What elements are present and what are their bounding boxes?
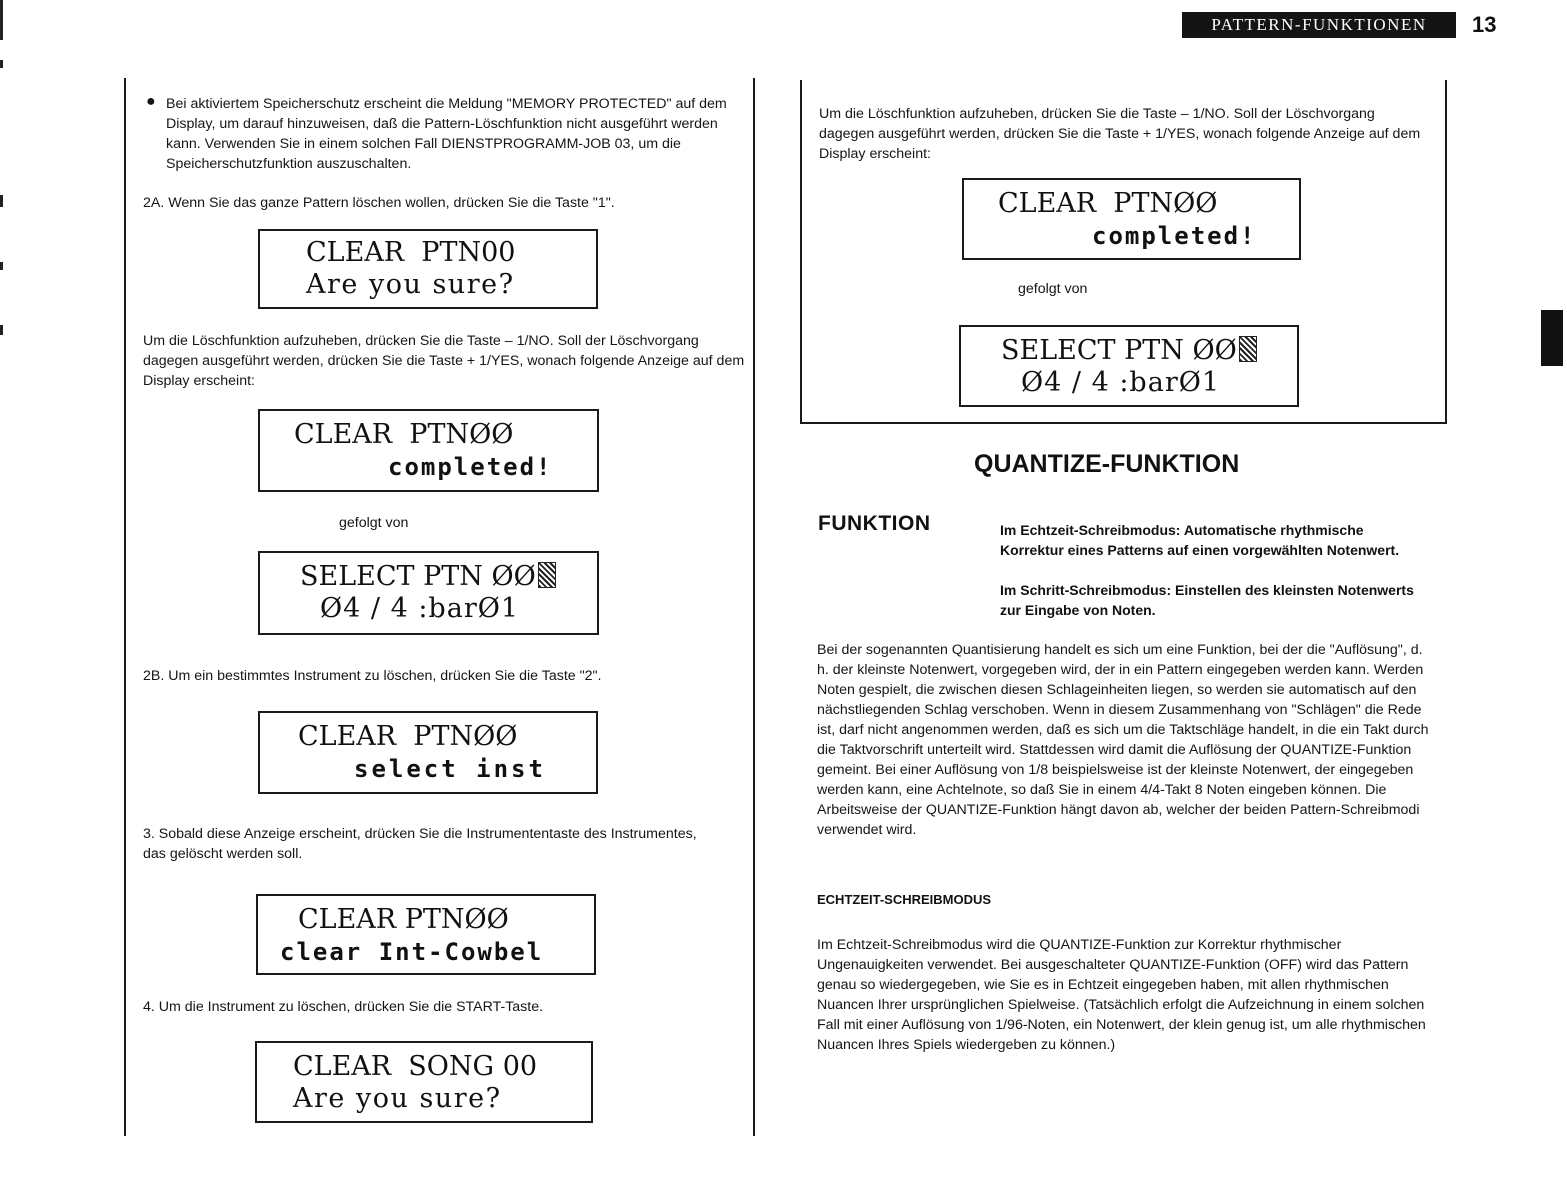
lcd-display [258,551,599,635]
lcd-display [258,409,599,492]
box-right-rule [1445,80,1447,424]
page-number: 13 [1472,12,1497,37]
lcd-line-2: clear Int-Cowbel [280,938,544,966]
quantize-paragraph: Bei der sogenannten Quantisierung handelt es sich um eine Funktion, bei der die "Auflösung", d. h. der kleinste Notenwert, vorgegeben wird, der in ein Pattern eingegeben werden kann. Werden Noten gespielt, die zwischen diesen Schlageinheiten liegen, so werden sie automatisch auf den nächstliegenden Schlag verschoben. Wenn in diesem Zusammenhang von "Schlägen" die Rede ist, darf nicht angenommen werden, daß es sich um die Taktschläge handelt, in die ein Takt durch die Taktvorschrift unterteilt wird. Stattdessen wird damit die Auflösung der QUANTIZE-Funktion gemeint. Bei einer Auflösung von 1/8 beispielsweise ist der kleinste Notenwert, der eingegeben werden kann, eine Achtelnote, so daß Sie in einem 4/4-Takt 8 Noten eingeben können. Die Arbeitsweise der QUANTIZE-Funktion hängt davon ab, welcher der beiden Pattern-Schreibmodi verwendet wird. [817,642,1429,838]
lcd-line-1: SELECT PTN ØØ [1001,335,1237,366]
lcd-display [959,325,1299,407]
scan-edge-mark [0,60,3,68]
lcd-display [256,894,596,975]
function-desc-step: Im Schritt-Schreibmodus: Einstellen des kleinsten Notenwerts zur Eingabe von Noten. [1000,582,1414,618]
step-2b: 2B. Um ein bestimmtes Instrument zu löschen, drücken Sie die Taste "2". [143,668,602,684]
center-gutter-rule [753,78,755,1136]
lcd-line-1: SELECT PTN ØØ [300,561,536,592]
lcd-line-2: Are you sure? [306,269,515,300]
lcd-line-2: completed! [1092,222,1257,250]
realtime-paragraph: Im Echtzeit-Schreibmodus wird die QUANTIZE-Funktion zur Korrektur rhythmischer Ungenauigkeiten verwendet. Bei ausgeschalteter QUANTIZE-Funktion (OFF) wird das Pattern genau so wiedergegeben, wie Sie es in Echtzeit eingegeben haben, mit allen rhythmischen Nuancen Ihrer ursprünglichen Spielweise. (Tatsächlich erfolgt die Aufzeichnung in einem solchen Fall mit einer Auflösung von 1/96-Noten, ein Notenwert, der klein genug ist, um alle rhythmischen Nuancen Ihres Spiels wiedergeben zu können.) [817,937,1426,1053]
lcd-line-2: completed! [388,453,553,481]
scan-edge-mark [0,195,3,207]
lcd-line-2: select inst [354,755,546,783]
lcd-line-1: CLEAR SONG 00 [293,1051,538,1082]
scan-edge-mark [0,0,3,40]
lcd-line-1: CLEAR PTNØØ [294,419,514,450]
step-2a: 2A. Wenn Sie das ganze Pattern löschen wollen, drücken Sie die Taste "1". [143,195,615,211]
lcd-display [255,1041,593,1123]
followed-by-label: gefolgt von [339,515,409,531]
section-title: PATTERN-FUNKTIONEN [1182,12,1456,38]
function-desc-realtime: Im Echtzeit-Schreibmodus: Automatische rhythmische Korrektur eines Patterns auf einen vorgewählten Notenwert. [1000,522,1400,558]
left-column-rule [124,78,126,1136]
lcd-line-1: CLEAR PTNØØ [298,904,509,935]
step-4: 4. Um die Instrument zu löschen, drücken Sie die START-Taste. [143,999,544,1015]
lcd-line-1: CLEAR PTNØØ [998,188,1218,219]
realtime-heading: ECHTZEIT-SCHREIBMODUS [817,892,992,907]
cursor-block-icon [1239,336,1257,362]
function-label: FUNKTION [818,512,931,535]
lcd-display [258,711,598,794]
side-tab-marker [1541,310,1563,366]
cancel-paragraph: Um die Löschfunktion aufzuheben, drücken Sie die Taste – 1/NO. Soll der Löschvorgang dagegen ausgeführt werden, drücken Sie die Taste + 1/YES, wonach folgende Anzeige auf dem Display erscheint: [143,333,745,389]
lcd-display [962,178,1301,260]
lcd-line-1: CLEAR PTNØØ [298,721,518,752]
step-3: 3. Sobald diese Anzeige erscheint, drücken Sie die Instrumententaste des Instrumentes, das gelöscht werden soll. [143,826,697,862]
cursor-block-icon [538,562,556,588]
lcd-line-2: Ø4 / 4 :barØ1 [320,593,520,624]
box-left-rule [800,80,802,424]
lcd-display [258,229,598,309]
bullet-icon: ● [146,93,156,110]
cancel-paragraph-right: Um die Löschfunktion aufzuheben, drücken Sie die Taste – 1/NO. Soll der Löschvorgang dagegen ausgeführt werden, drücken Sie die Taste + 1/YES, wonach folgende Anzeige auf dem Display erscheint: [819,106,1421,162]
lcd-line-1: CLEAR PTN00 [306,237,516,268]
lcd-line-2: Are you sure? [293,1083,502,1114]
lcd-line-2: Ø4 / 4 :barØ1 [1021,367,1221,398]
followed-by-label-right: gefolgt von [1018,281,1088,297]
box-bottom-rule [800,422,1447,424]
memory-protected-note: Bei aktiviertem Speicherschutz erscheint die Meldung "MEMORY PROTECTED" auf dem Display, um darauf hinzuweisen, daß die Pattern-Löschfunktion nicht ausgeführt werden kann. Verwenden Sie in einem solchen Fall DIENSTPROGRAMM-JOB 03, um die Speicherschutzfunktion auszuschalten. [166,96,727,172]
scan-edge-mark [0,262,3,270]
quantize-title: QUANTIZE-FUNKTION [974,450,1240,478]
scan-edge-mark [0,325,3,335]
